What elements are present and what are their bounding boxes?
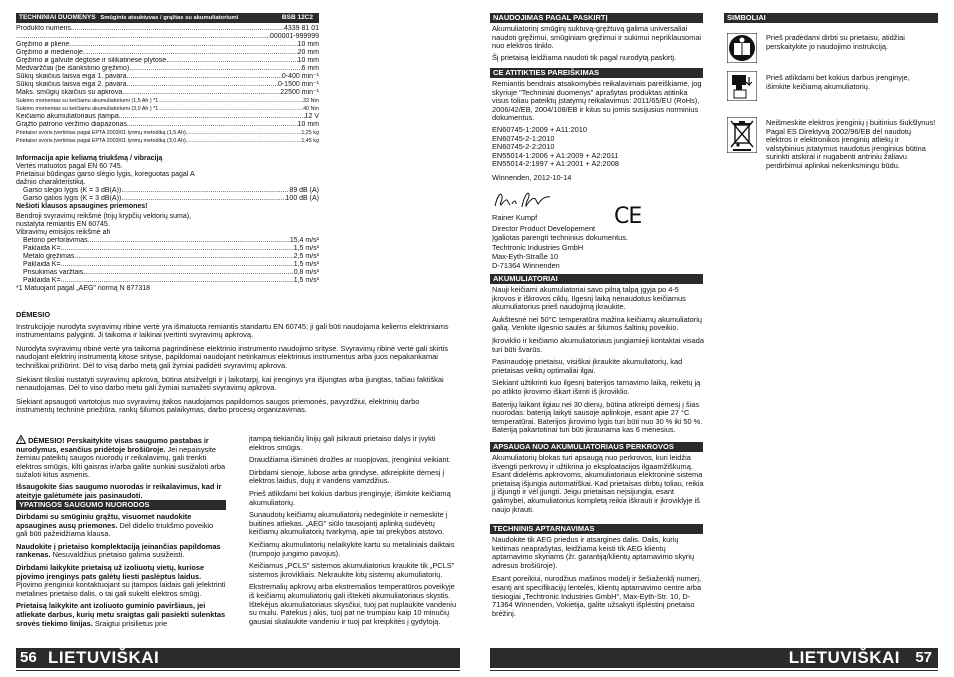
row-value: 20 mm: [297, 49, 319, 56]
row-value: 40 Nm: [303, 106, 319, 112]
place-date: Winnenden, 2012-10-14: [492, 173, 572, 182]
vibration-row: [16, 261, 319, 269]
spec-row: [16, 73, 319, 81]
row-label: Gręžimo ø medienoje: [16, 49, 83, 56]
vibration-row: [16, 277, 319, 285]
spec-row: [16, 41, 319, 49]
page-number-right: 57: [915, 649, 932, 666]
section-simboliai: SIMBOLIAI: [724, 13, 938, 23]
safety-item-text: Sraigtui prisilietus prie: [92, 618, 168, 628]
row-value: 10 mm: [297, 121, 319, 128]
row-label: Sukimo momentas su keičiamu akumuliatoriumi (1,5 Ah ) *1: [16, 98, 159, 104]
row-label: Sukimo momentas su keičiamu akumuliatoriumi (3,0 Ah ) *1: [16, 106, 159, 112]
row-leader: [69, 41, 297, 49]
symbol-remove-battery-text: Prieš atlikdami bet kokius darbus įrenginyje, išimkite keičiamą akumuliatorių.: [766, 73, 910, 91]
row-value: 2,5 m/s²: [293, 253, 319, 260]
weee-bin-icon: [727, 117, 757, 153]
vibration-info: [16, 213, 319, 293]
row-value: 10 mm: [297, 57, 319, 64]
row-leader: [129, 65, 301, 73]
safety-item: [16, 602, 226, 628]
row-label: Grąžto patrono veržimo diapazonas: [16, 121, 127, 128]
noise-line: dažnio charakteristiką.: [16, 179, 86, 186]
row-label: Sūkių skaičius laisva eiga 1. pavara: [16, 73, 127, 80]
safety-paragraph: Sunaudotų keičiamų akumuliatorių nedeginkite ir nemeskite į buitines atliekas. „AEG" siūlo tausojantį aplinką sudėvėtų keičiamų akumuliatorių tvarkymą, apie tai prekybos atstovo.: [249, 510, 448, 537]
model-number: BSB 12C2: [281, 14, 313, 21]
tech-data-subtitle: Smūginis atsuktuvas / grąžtas su akumuliatoriumi: [100, 15, 239, 21]
row-leader: [127, 121, 298, 129]
row-label: Metalo gręžimas: [23, 253, 75, 260]
right-footer: [490, 648, 938, 668]
standard-item: EN60745-1:2009 + A11:2010: [492, 124, 587, 134]
row-label: Prisukimas varžtais: [23, 269, 84, 276]
row-label: Prietaiso svoris įvertintas pagal EPTA 2003/01 lyrimų metodiką (1,5 Ah): [16, 130, 186, 136]
row-value: 1,45 kg: [301, 138, 319, 144]
row-leader: [61, 261, 294, 269]
spec-row: [16, 33, 319, 41]
row-value: 4339 81 01: [283, 25, 319, 32]
row-leader: [83, 49, 298, 57]
row-label: Produkto numeris: [16, 25, 71, 32]
page-number-left: 56: [20, 649, 37, 666]
spec-row: [16, 89, 319, 97]
row-label: Paklaida K=: [23, 277, 61, 284]
atitikties-text: Remiantis bendrais atsakomybės reikalavimais pareiškiame, jog skyriuje "Techniniai duomenys" aprašytas produktas atitinka visus toliau pateiktų įstatymų reikalavimus: 2011/65/EU (RoHs), 2006/42/EB, 2004/108/EB ir kitus su jomis susijusius norminius dokumentus. EN60745-1:2009 + A11:2010 EN60745-2-1:2010 EN60745-2-2:2010 EN55014-1:2006 + A1:2009 + A2:2011 EN55014-2:1997 + A1:2001 + A2:2008: [492, 80, 704, 169]
row-value: 0-1500 min⁻¹: [277, 81, 319, 88]
spec-row: [16, 57, 319, 65]
battery-paragraph: Pasinaudoję prietaisu, visiškai įkraukite akumuliatorių, kad prietaisas veiktų optimaliai ilgai.: [492, 357, 683, 375]
spec-row: [16, 97, 319, 105]
standard-item: EN55014-1:2006 + A1:2009 + A2:2011: [492, 150, 619, 160]
vibration-line: nustatyta remiantis EN 60745.: [16, 221, 110, 228]
demesio-paragraph: Siekiant apsaugoti vartotojus nuo svyravimų įtakos naudojamos papildomos saugos priemonės, pavyzdžiui, elektrinių darbo instrumentų techninė priežiūra, rankų šilumos palaikymas, darbo procesų organizavimas.: [16, 396, 420, 415]
safety-paragraph: Keičiamus „PCLS" sistemos akumuliatorius kraukite tik „PCLS" sistemos įkrovikliais. Nekraukite kitų sistemų akumuliatorių.: [249, 561, 455, 579]
spec-row: [16, 121, 319, 129]
spec-row: [16, 81, 319, 89]
warning-text: Jei nepaisysite žemiau pateiktų saugos nuorodų ir reikalavimų, gali trenkti elektros smūgis, kilti gaisras ir/arba galite sunkiai susižaloti arba sužaloti kitus asmenis.: [16, 444, 226, 480]
demesio-block: [16, 311, 460, 420]
standard-item: EN60745-2-1:2010: [492, 133, 555, 143]
symbol-read-manual-text: Prieš pradėdami dirbti su prietaisu, atidžiai perskaitykite jo naudojimo instrukciją.: [766, 33, 905, 51]
ce-mark: CE: [614, 204, 642, 229]
row-label: Paklaida K=: [23, 261, 61, 268]
row-value: 32 Nm: [303, 98, 319, 104]
safety-item-bold: Naudokite į prietaiso komplektaciją įeinančias papildomas rankenas.: [16, 541, 221, 560]
noise-pressure-row: Garso slėgio lygis (K = 3 dB(A)) ..... 89 dB (A): [16, 187, 319, 195]
safety-item-bold: Dirbdami laikykite prietaisą už izoliuotų vietų, kuriose pjovimo įrenginys pats galėtų liesti paslėptus laidus.: [16, 562, 205, 581]
row-leader: [158, 97, 303, 105]
row-leader: [74, 253, 293, 261]
techninis-text: Naudokite tik AEG priedus ir atsargines dalis. Dalis, kurių keitimas neaprašytas, leidžiama keisti tik AEG klientų aptarnavimo skyriams (žr. garantiją/klientų aptarnavimo skyrių adresus brošiūroje). Esant poreikiui, nurodžius mašinos modelį ir šešiaženklį numerį, esantį ant specifikacijų lentelės, klientų aptarnavimo centre arba tiesiogiai „Techtronic Industries GmbH", Max-Eyth-Str. 10, D-71364 Winnenden, Vokietija, galite užsakyti išplėstinį prietaiso brėžinį.: [492, 535, 702, 618]
demesio-paragraph: Siekiant tiksliai nustatyti svyravimų apkrovą, būtina atsižvelgti ir į laikotarpį, kai įrenginys yra išjungtas arba įjungtas, tačiau faktiškai nenaudojamas. Dėl to viso darbo metu gali žymiai sumažėti svyravimų apkrova.: [16, 374, 444, 393]
battery-paragraph: Siekiant užtikrinti kuo ilgesnį baterijos tarnavimo laiką, reikėtų ją po atlikto įkrovimo iškart išimti iš įkroviklio.: [492, 378, 701, 396]
safety-paragraph: Ekstremalių apkrovų arba ekstremalios temperatūros poveikyje iš keičiamų akumuliatorių gali ištekėti akumuliatoriaus skystis. Ištekėjus akumuliatoriaus skysčiui, tuoj pat nuplaukite vandeniu su muilu. Patekus į akis, tuoj pat ne trumpiau kaip 10 minučių gausiai skalaukite vandeniu ir tuoj pat kreipkitės į gydytoją.: [249, 582, 457, 626]
apsauga-text: Akumuliatorių blokas turi apsaugą nuo perkrovos, kuri leidžia išvengti perkrovų ir užtikrina jo eksploatacijos ilgaamžiškumą. Esant didelėms apkrovoms, akumuliatoriaus elektroninė sistema prietaisą išjungia automatiškai. Kad prietaisas dirbtų toliau, reikia jį išjungti ir vėl įjungti. Jeigu prietaisas neįsijungia, esant galimybei, akumuliatorius kompletą reikia iškrauti ir įkroviklyje iš naujo įkrauti.: [492, 453, 704, 514]
row-leader: [158, 105, 303, 113]
safety-warning: [16, 435, 226, 505]
row-label: Paklaida K=: [23, 245, 61, 252]
safety-paragraph: įtampą tiekiančių linijų gali įsikrauti prietaiso dalys ir įvykti elektros smūgis.: [249, 434, 436, 452]
signer-title: Director Product Developement: [492, 224, 596, 234]
safety-paragraph: Keičiamų akumuliatorių nelaikykite kartu su metaliniais daiktais (trumpojo jungimo pavojus).: [249, 539, 455, 558]
row-value: 1,5 m/s²: [293, 245, 319, 252]
standard-item: EN60745-2-2:2010: [492, 142, 555, 152]
signature-image: [492, 188, 552, 210]
row-leader: [127, 73, 282, 81]
company-city: D-71364 Winnenden: [492, 260, 560, 270]
warning-bold: DĖMESIO! Perskaitykite visas saugumo pastabas ir nurodymus, esančius pridėtoje brošiūroje.: [16, 436, 209, 454]
section-techninis: TECHNINIS APTARNAVIMAS: [490, 524, 703, 534]
remove-battery-icon: [727, 71, 757, 101]
naudojimas-text: Akumuliatorinį smūginį suktuvą-gręžtuvą galima universaliai naudoti gręžimui, smūginiam gręžimui ir sukimui nepriklausomai nuo elektros tinklo. Šį prietaisą leidžiama naudoti tik pagal nurodytą paskirtį.: [492, 24, 702, 62]
safety-item: [16, 543, 226, 560]
row-value: 22500 min⁻¹: [280, 89, 319, 96]
row-label: Prietaiso svoris įvertintas pagal EPTA 2003/01 lyrimų metodiką (3,0 Ah): [16, 138, 186, 144]
row-leader: [186, 129, 302, 137]
section-atitikties: CE ATITIKTIES PAREIŠKIMAS: [490, 68, 703, 78]
company-name: Techtronic Industries GmbH: [492, 243, 584, 253]
akumuliatoriai-text: [492, 286, 704, 439]
language-label-left: LIETUVIŠKAI: [48, 648, 160, 667]
safety-item-bold: Prietaisą laikykite ant izoliuoto guminio paviršiaus, jei atliekate darbus, kurių metu sraigtas gali pasiekti sulenktas srovės tiekimo linijas.: [16, 601, 226, 628]
battery-paragraph: Įkroviklio ir keičiamo akumuliatoriaus jungiamieji kontaktai visada turi būti švarūs.: [492, 335, 704, 354]
row-label: Gręžimo ø pliene: [16, 41, 70, 48]
spec-row: [16, 49, 319, 57]
safety-paragraph: Prieš atlikdami bet kokius darbus įrenginyje, išimkite keičiamą akumuliatorių.: [249, 488, 451, 507]
tech-data-title: TECHNINIAI DUOMENYS: [19, 14, 96, 21]
spec-list: [16, 25, 319, 145]
vibration-line: Vibravimų emisijos reikšmė ah: [16, 229, 111, 236]
vibration-rows: [16, 237, 319, 285]
tech-data-header: [16, 13, 319, 23]
safety-paragraph: Draudžiama išiminėti drožles ar nuopjovas, įrenginiui veikiant.: [249, 455, 451, 465]
safety-column-2: [249, 435, 461, 630]
noise-info: [16, 155, 319, 211]
battery-paragraph: Baterijų laikant ilgiau nei 30 dienų, būtina atkreipti dėmesį į šias nuorodas: bateriją laikyti sausoje aplinkoje, esant apie 27 °C temperatūrai. Baterijos įkrovimo lygis turi būti nuo 30 % iki 50 %. Bateriją pakartotinai turi būti įkraunama kas 6 mėnesius.: [492, 399, 703, 435]
row-label: Medvaržčiai (be išankstinio gręžimo): [16, 65, 130, 72]
language-label-right: LIETUVIŠKAI: [788, 648, 900, 667]
spec-row: [16, 105, 319, 113]
warning-keep: Išsaugokite šias saugumo nuorodas ir reikalavimus, kad ir ateityje galėtumėte jais pasinaudoti.: [16, 481, 222, 500]
row-value: 1,25 kg: [301, 130, 319, 136]
spec-row: [16, 137, 319, 145]
row-leader: [88, 237, 290, 245]
warning-triangle-icon: [16, 435, 26, 444]
row-label: Maks. smūgių skaičius su apkrova: [16, 89, 123, 96]
section-apsauga: APSAUGA NUO AKUMULIATORIAUS PERKROVOS: [490, 442, 703, 452]
company-street: Max-Eyth-Straße 10: [492, 251, 559, 261]
row-leader: [127, 81, 278, 89]
row-leader: [61, 277, 294, 285]
demesio-paragraph: Instrukcijoje nurodyta svyravimų ribinė vertė yra išmatuota remiantis standartu EN 60745; ji gali būti naudojama kelierns elektriniams instrumentams palyginti. Ji taikoma ir laikinai įvertinti svyravimų apkrovą.: [16, 321, 449, 340]
read-manual-icon: [727, 33, 757, 63]
demesio-paragraph: Nurodyta svyravimų ribinė vertė yra taikoma pagrindinėse elektrinio instrumento naudojimo srityse. Svyravimų ribinė vertė gali skirtis naudojant elektrinį instrumentą kitose srityse, papildomai naudojant netinkamus elektrinius instrumentus arba juos nepakankamai techniškai prižiūrint. Dėl to visą darbo metą gali žymiai padidėti svyravimų apkrova.: [16, 343, 449, 370]
safety-item: [16, 564, 226, 598]
spec-row: [16, 25, 319, 33]
authorized-note: Įgaliotas parengti techninius dokumentus.: [492, 232, 628, 242]
row-value: 15,4 m/s²: [289, 237, 319, 244]
row-value: 12 V: [304, 113, 319, 120]
section-ypatingos: YPATINGOS SAUGUMO NUORODOS: [16, 500, 226, 510]
symbol-weee-text: Neišmeskite elektros įrenginių į buitinius šiukšlynus! Pagal ES Direktyvą 2002/96/EB dėl naudotų elektros ir elektronikos įrenginių atliekų ir valstybinius įstatymus naudotus įrenginius būtina surinkti atskirai ir nugabenti antriniu žaliavu perdirbimui aplinkai nekenksmingu būdu.: [766, 118, 936, 170]
safety-item-text: Nesuvaldžius prietaiso galima susižeisti.: [50, 550, 185, 560]
row-value: 6 mm: [301, 65, 319, 72]
noise-heading: Informacija apie keliamą triukšmą / vibraciją: [16, 155, 163, 162]
section-naudojimas: NAUDOJIMAS PAGAL PASKIRTĮ: [490, 13, 703, 23]
spec-row: [16, 65, 319, 73]
vibration-row: [16, 269, 319, 277]
battery-paragraph: Nauji keičiami akumuliatoriai savo pilną talpą įgyja po 4-5 įkrovos ir iškrovos ciklų. Ilgesnį laiką nenaudotus keičiamus akumuliatorius prieš naudojimą įkraukite.: [492, 285, 686, 312]
row-leader: [16, 33, 270, 41]
row-value: 10 mm: [297, 41, 319, 48]
spec-row: [16, 129, 319, 137]
vibration-line: Bendroji svyravimų reikšmė (trijų krypčių vektorių suma),: [16, 213, 192, 220]
ear-protection-note: Nešioti klausos apsaugines priemones!: [16, 203, 148, 210]
vibration-row: [16, 237, 319, 245]
ypatingos-list: [16, 513, 226, 632]
vibration-row: [16, 245, 319, 253]
row-label: Keičiamo akumuliatoriaus įtampa: [16, 113, 119, 120]
vibration-row: [16, 253, 319, 261]
row-leader: [119, 113, 305, 121]
signer-name: Rainer Kumpf: [492, 212, 538, 222]
row-leader: [61, 245, 294, 253]
row-value: 0,8 m/s²: [293, 269, 319, 276]
footer-rule-left: [16, 670, 460, 671]
row-value: 1,5 m/s²: [293, 261, 319, 268]
demesio-heading: DĖMESIO: [16, 310, 51, 319]
standards-list: [492, 126, 704, 169]
row-value: 000001-999999: [269, 33, 319, 40]
row-label: Sūkių skaičius laisva eiga 2. pavara: [16, 81, 127, 88]
battery-paragraph: Aukštesnė nei 50°C temperatūra mažina keičiamų akumuliatorių galią. Venkite ilgesnio saulės ar šilumos šaltinių poveikio.: [492, 314, 702, 333]
safety-item: [16, 513, 226, 539]
standard-item: EN55014-2:1997 + A1:2001 + A2:2008: [492, 159, 619, 169]
row-leader: [83, 269, 293, 277]
noise-power-row: Garso galios lygis (K = 3 dB(A)) ..... 100 dB (A): [16, 195, 319, 203]
row-leader: [186, 137, 302, 145]
vibration-footnote: *1 Matuojant pagal „AEG" normą N 877318: [16, 285, 151, 292]
row-leader: [166, 57, 297, 65]
safety-item-text: Dėl didelio triukšmo poveikio gali būti pažeidžiama klausa.: [16, 520, 214, 539]
row-label: Gręžimo ø galvutė degtose ir silikatinėse plytose: [16, 57, 167, 64]
row-value: 0-400 min⁻¹: [281, 73, 319, 80]
safety-paragraph: Dirbdami sienoje, lubose arba grindyse, atkreipkite dėmesį į elektros laidus, dujų ir vandens vamzdžius.: [249, 467, 445, 486]
noise-line: Prietaisui būdingas garso slėgio lygis, koreguotas pagal A: [16, 171, 195, 178]
row-leader: [122, 89, 280, 97]
spec-row: [16, 113, 319, 121]
section-akumuliatoriai: AKUMULIATORIAI: [490, 274, 703, 284]
signature-block: [492, 174, 704, 270]
row-leader: [71, 25, 284, 33]
left-footer: [16, 648, 460, 668]
safety-item-bold: Dirbdami su smūginiu grąžtu, visuomet naudokite apsaugines ausų priemones.: [16, 512, 192, 530]
row-label: Betono perforavimas: [23, 237, 88, 244]
noise-line: Vertės matuotos pagal EN 60 745.: [16, 163, 123, 170]
safety-item-text: Pjovimo įrenginiui kontaktuojant su įtampos laidais gali įelektrinti metalines prietaiso dalis, o tai gali sukelti elektros smūgį.: [16, 580, 226, 598]
footer-rule-right: [490, 670, 938, 671]
row-value: 1,5 m/s²: [293, 277, 319, 284]
